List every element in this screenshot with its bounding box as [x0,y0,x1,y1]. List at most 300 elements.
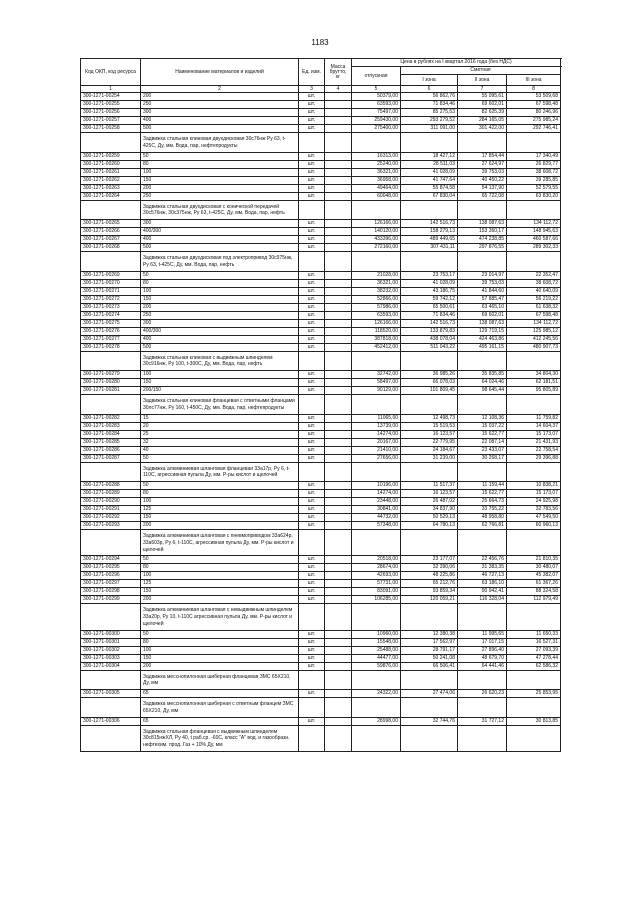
cell-sale-price: 60048,00 [352,192,401,200]
empty-cell [299,133,325,153]
cell-unit: шт. [299,295,325,303]
cell-zone-2: 23 433,07 [458,446,507,454]
empty-cell [507,530,561,556]
cell-zone-1: 11 517,37 [401,482,458,490]
cell-unit: шт. [299,588,325,596]
header-name: Наименование материалов и изделий [141,59,299,86]
empty-cell [401,395,458,415]
cell-zone-1: 41 028,09 [401,279,458,287]
cell-unit: шт. [299,662,325,670]
table-row [81,152,561,160]
cell-mass [325,522,352,530]
cell-mass [325,271,352,279]
table-row [81,654,561,662]
cell-sale-price: 63593,00 [352,101,401,109]
table-row [81,514,561,522]
empty-cell [458,530,507,556]
section-row [81,698,561,718]
cell-sale-price: 21410,00 [352,446,401,454]
cell-code: 300-1271-00283 [81,422,141,430]
section-description: Задвижка стальная клиновая фланцевая с ответными фланцами 30лс77нж, Ру 160, t-450С, Ду, мм. Вода, пар, нефтепродукты [141,395,299,415]
cell-mass [325,125,352,133]
section-row [81,462,561,482]
cell-code: 300-1271-00296 [81,572,141,580]
table-row [81,327,561,335]
column-index: 8 [507,86,561,93]
section-row [81,604,561,630]
cell-code: 300-1271-00297 [81,580,141,588]
cell-zone-1: 93 859,34 [401,588,458,596]
column-index: 7 [458,86,507,93]
cell-zone-1: 71 834,46 [401,311,458,319]
cell-mass [325,319,352,327]
cell-code: 300-1271-00294 [81,556,141,564]
cell-code: 300-1271-00282 [81,414,141,422]
cell-mass [325,514,352,522]
cell-code: 300-1271-00295 [81,564,141,572]
cell-name: 500 [141,343,299,351]
empty-cell [458,351,507,371]
cell-zone-2: 55 095,61 [458,93,507,101]
table-row [81,630,561,638]
cell-sale-price: 52866,00 [352,295,401,303]
cell-zone-2: 57 885,47 [458,295,507,303]
cell-unit: шт. [299,327,325,335]
cell-unit: шт. [299,446,325,454]
section-description: Задвижка стальная клиновая с выдвижным шпинделем 30с916нж, Ру 100, t-300С, Ду, мм. Вода, пар, нефть [141,351,299,371]
cell-zone-2: 138 087,63 [458,319,507,327]
cell-zone-1: 12 380,38 [401,630,458,638]
cell-mass [325,564,352,572]
cell-sale-price: 140120,00 [352,228,401,236]
cell-zone-3: 10 838,21 [507,482,561,490]
cell-unit: шт. [299,335,325,343]
table-row [81,192,561,200]
empty-cell [299,670,325,690]
table-row [81,184,561,192]
cell-sale-price: 25488,00 [352,646,401,654]
empty-cell [352,395,401,415]
empty-cell [401,604,458,630]
cell-zone-1: 23 753,17 [401,271,458,279]
section-description: Задвижка алюминиевая шланговая фланцевая 33а17р, Ру 6, t-110С, агрессивная пульпа Ду, мм. Р-ры кислот и щелочей [141,462,299,482]
cell-zone-2: 495 161,15 [458,343,507,351]
cell-zone-3: 15 173,07 [507,490,561,498]
cell-zone-1: 489 449,65 [401,236,458,244]
cell-zone-1: 34 837,90 [401,506,458,514]
cell-zone-1: 18 427,12 [401,152,458,160]
empty-cell [401,698,458,718]
cell-name: 50 [141,271,299,279]
cell-mass [325,176,352,184]
cell-mass [325,160,352,168]
cell-mass [325,109,352,117]
cell-zone-2: 40 450,22 [458,176,507,184]
cell-sale-price: 387818,00 [352,335,401,343]
header-estimate: Сметная [401,67,561,75]
table-row [81,117,561,125]
cell-zone-1: 66 506,41 [401,662,458,670]
empty-cell [81,604,141,630]
cell-sale-price: 57731,00 [352,580,401,588]
cell-unit: шт. [299,93,325,101]
cell-sale-price: 10960,00 [352,630,401,638]
cell-zone-3: 61 367,26 [507,580,561,588]
cell-mass [325,244,352,252]
cell-mass [325,430,352,438]
section-row [81,725,561,751]
cell-name: 150 [141,654,299,662]
cell-unit: шт. [299,220,325,228]
cell-zone-3: 62 181,51 [507,379,561,387]
section-description: Задвижка стальная двухдисковая с конической передачей 30с576нж, 30с375нж, Ру 63, t-425С, Ду, мм. Вода, пар, нефть [141,200,299,220]
cell-code: 300-1271-00293 [81,522,141,530]
header-zone-2: II зона [458,75,507,86]
cell-code: 300-1271-00292 [81,514,141,522]
empty-cell [81,200,141,220]
empty-cell [81,462,141,482]
cell-zone-1: 59 742,12 [401,295,458,303]
cell-mass [325,287,352,295]
table-row [81,564,561,572]
empty-cell [299,351,325,371]
table-row [81,295,561,303]
cell-mass [325,93,352,101]
cell-sale-price: 36321,00 [352,279,401,287]
cell-zone-1: 31 239,00 [401,454,458,462]
empty-cell [401,351,458,371]
empty-cell [352,670,401,690]
cell-mass [325,446,352,454]
cell-zone-2: 138 087,63 [458,220,507,228]
cell-zone-2: 25 664,73 [458,498,507,506]
cell-zone-2: 15 037,22 [458,422,507,430]
cell-mass [325,596,352,604]
cell-zone-2: 30 268,17 [458,454,507,462]
cell-zone-1: 133 879,83 [401,327,458,335]
table-row [81,371,561,379]
cell-name: 50 [141,482,299,490]
cell-mass [325,343,352,351]
empty-cell [401,530,458,556]
column-index: 6 [401,86,458,93]
empty-cell [507,395,561,415]
cell-mass [325,279,352,287]
cell-code: 300-1271-00258 [81,125,141,133]
cell-zone-1: 23 177,07 [401,556,458,564]
cell-mass [325,630,352,638]
header-price-title: Цена в рублях на I квартал 2016 года (без НДС) [352,59,561,67]
cell-name: 300 [141,319,299,327]
table-header [81,59,561,93]
table-row [81,236,561,244]
cell-zone-3: 67 598,48 [507,311,561,319]
cell-name: 50 [141,556,299,564]
cell-zone-3: 45 382,07 [507,572,561,580]
section-row [81,200,561,220]
section-row [81,351,561,371]
cell-sale-price: 24322,00 [352,690,401,698]
cell-sale-price: 14274,00 [352,490,401,498]
cell-code: 300-1271-00277 [81,335,141,343]
cell-zone-3: 289 302,33 [507,244,561,252]
cell-zone-3: 29 396,88 [507,454,561,462]
cell-unit: шт. [299,279,325,287]
table-row [81,271,561,279]
empty-cell [458,604,507,630]
cell-mass [325,690,352,698]
empty-cell [81,395,141,415]
cell-unit: шт. [299,498,325,506]
cell-sale-price: 49464,00 [352,184,401,192]
empty-cell [401,200,458,220]
cell-zone-3: 32 783,56 [507,506,561,514]
cell-name: 80 [141,160,299,168]
cell-sale-price: 433396,00 [352,236,401,244]
cell-zone-2: 33 755,22 [458,506,507,514]
header-unit: Ед. изм. [299,59,325,86]
cell-sale-price: 118520,00 [352,327,401,335]
empty-cell [352,351,401,371]
cell-sale-price: 50379,00 [352,93,401,101]
cell-zone-3: 34 804,30 [507,371,561,379]
cell-code: 300-1271-00256 [81,109,141,117]
cell-zone-2: 64 024,46 [458,379,507,387]
empty-cell [299,462,325,482]
cell-zone-1: 50 241,08 [401,654,458,662]
cell-name: 150 [141,295,299,303]
cell-zone-3: 38 608,72 [507,279,561,287]
cell-mass [325,192,352,200]
cell-code: 300-1271-00263 [81,184,141,192]
cell-sale-price: 16313,00 [352,152,401,160]
cell-name: 50 [141,152,299,160]
cell-zone-1: 142 516,73 [401,220,458,228]
cell-zone-1: 24 184,67 [401,446,458,454]
column-index: 5 [352,86,401,93]
empty-cell [325,395,352,415]
cell-unit: шт. [299,379,325,387]
cell-mass [325,295,352,303]
cell-zone-2: 41 844,60 [458,287,507,295]
table-row [81,438,561,446]
cell-zone-3: 16 527,31 [507,638,561,646]
price-table [80,58,561,752]
cell-zone-2: 17 854,44 [458,152,507,160]
cell-code: 300-1271-00304 [81,662,141,670]
cell-zone-2: 22 087,14 [458,438,507,446]
cell-zone-2: 11 159,44 [458,482,507,490]
cell-zone-1: 142 516,73 [401,319,458,327]
column-index: 4 [325,86,352,93]
cell-unit: шт. [299,387,325,395]
cell-zone-2: 15 622,77 [458,490,507,498]
column-index: 3 [299,86,325,93]
cell-zone-3: 80 246,96 [507,109,561,117]
cell-zone-3: 22 758,54 [507,446,561,454]
cell-zone-3: 22 352,47 [507,271,561,279]
cell-zone-2: 17 017,15 [458,638,507,646]
table-row [81,662,561,670]
empty-cell [401,133,458,153]
cell-unit: шт. [299,176,325,184]
cell-unit: шт. [299,287,325,295]
cell-mass [325,498,352,506]
table-row [81,414,561,422]
section-description: Задвижка алюминиевая шланговая с пневмоприводом 33а624р, 33а603р, Ру 6, t-110С, агрессивная пульпа Ду, мм. Р-ры кислот и щелочей [141,530,299,556]
empty-cell [401,462,458,482]
cell-zone-3: 52 579,55 [507,184,561,192]
cell-unit: шт. [299,168,325,176]
empty-cell [352,133,401,153]
cell-code: 300-1271-00265 [81,220,141,228]
cell-unit: шт. [299,244,325,252]
empty-cell [352,698,401,718]
cell-zone-1: 17 562,97 [401,638,458,646]
cell-zone-1: 27 474,06 [401,690,458,698]
cell-code: 300-1271-00301 [81,638,141,646]
cell-mass [325,422,352,430]
empty-cell [458,200,507,220]
cell-zone-2: 12 108,36 [458,414,507,422]
section-row [81,670,561,690]
empty-cell [81,530,141,556]
table-row [81,596,561,604]
cell-name: 250 [141,311,299,319]
table-row [81,319,561,327]
cell-zone-2: 69 602,01 [458,311,507,319]
cell-mass [325,335,352,343]
table-row [81,580,561,588]
table-row [81,101,561,109]
cell-sale-price: 23448,00 [352,498,401,506]
empty-cell [458,698,507,718]
cell-zone-2: 27 624,97 [458,160,507,168]
table-row [81,387,561,395]
cell-name: 100 [141,287,299,295]
cell-code: 300-1271-00260 [81,160,141,168]
empty-cell [401,725,458,751]
cell-mass [325,490,352,498]
cell-zone-2: 54 137,90 [458,184,507,192]
cell-unit: шт. [299,564,325,572]
cell-zone-3: 17 340,49 [507,152,561,160]
cell-code: 300-1271-00303 [81,654,141,662]
cell-sale-price: 38232,00 [352,287,401,295]
empty-cell [299,252,325,272]
cell-sale-price: 11065,00 [352,414,401,422]
cell-name: 50 [141,454,299,462]
cell-name: 25 [141,430,299,438]
cell-zone-1: 67 830,04 [401,192,458,200]
cell-sale-price: 36958,00 [352,176,401,184]
cell-zone-3: 38 608,72 [507,168,561,176]
cell-name: 100 [141,498,299,506]
table-body [81,93,561,752]
cell-zone-3: 62 586,32 [507,662,561,670]
table-row [81,343,561,351]
cell-name: 40 [141,446,299,454]
cell-mass [325,220,352,228]
cell-zone-1: 511 043,22 [401,343,458,351]
cell-code: 300-1271-00276 [81,327,141,335]
cell-sale-price: 75497,00 [352,109,401,117]
table-row [81,690,561,698]
cell-zone-3: 67 598,48 [507,101,561,109]
table-row [81,379,561,387]
cell-code: 300-1271-00264 [81,192,141,200]
cell-zone-3: 14 604,37 [507,422,561,430]
cell-sale-price: 259430,00 [352,117,401,125]
cell-unit: шт. [299,596,325,604]
empty-cell [81,698,141,718]
empty-cell [325,698,352,718]
empty-cell [325,351,352,371]
cell-zone-3: 47 278,44 [507,654,561,662]
cell-zone-3: 11 759,82 [507,414,561,422]
cell-zone-2: 63 186,10 [458,580,507,588]
cell-unit: шт. [299,580,325,588]
cell-sale-price: 83091,00 [352,588,401,596]
table-row [81,572,561,580]
column-index: 1 [81,86,141,93]
table-row [81,279,561,287]
cell-code: 300-1271-00266 [81,228,141,236]
cell-zone-1: 12 498,73 [401,414,458,422]
cell-unit: шт. [299,109,325,117]
table-row [81,335,561,343]
cell-unit: шт. [299,690,325,698]
cell-zone-3: 24 925,98 [507,498,561,506]
column-index-row [81,86,561,93]
cell-mass [325,184,352,192]
empty-cell [299,604,325,630]
cell-zone-2: 22 456,76 [458,556,507,564]
cell-zone-2: 46 727,13 [458,572,507,580]
cell-zone-3: 480 907,73 [507,343,561,351]
cell-zone-2: 474 238,85 [458,236,507,244]
cell-name: 150 [141,588,299,596]
cell-sale-price: 21028,00 [352,271,401,279]
cell-mass [325,572,352,580]
cell-code: 300-1271-00285 [81,438,141,446]
table-row [81,430,561,438]
empty-cell [352,530,401,556]
empty-cell [81,351,141,371]
table-row [81,588,561,596]
cell-code: 300-1271-00298 [81,588,141,596]
empty-cell [507,351,561,371]
cell-name: 125 [141,580,299,588]
empty-cell [325,725,352,751]
cell-name: 80 [141,279,299,287]
cell-unit: шт. [299,482,325,490]
table-row [81,556,561,564]
cell-mass [325,414,352,422]
empty-cell [81,670,141,690]
empty-cell [352,462,401,482]
cell-unit: шт. [299,160,325,168]
cell-zone-1: 43 186,75 [401,287,458,295]
cell-zone-2: 301 422,00 [458,125,507,133]
cell-zone-3: 412 245,56 [507,335,561,343]
header-zone-1: I зона [401,75,458,86]
empty-cell [299,395,325,415]
cell-sale-price: 27656,00 [352,454,401,462]
cell-zone-3: 125 985,12 [507,327,561,335]
cell-name: 32 [141,438,299,446]
empty-cell [325,252,352,272]
